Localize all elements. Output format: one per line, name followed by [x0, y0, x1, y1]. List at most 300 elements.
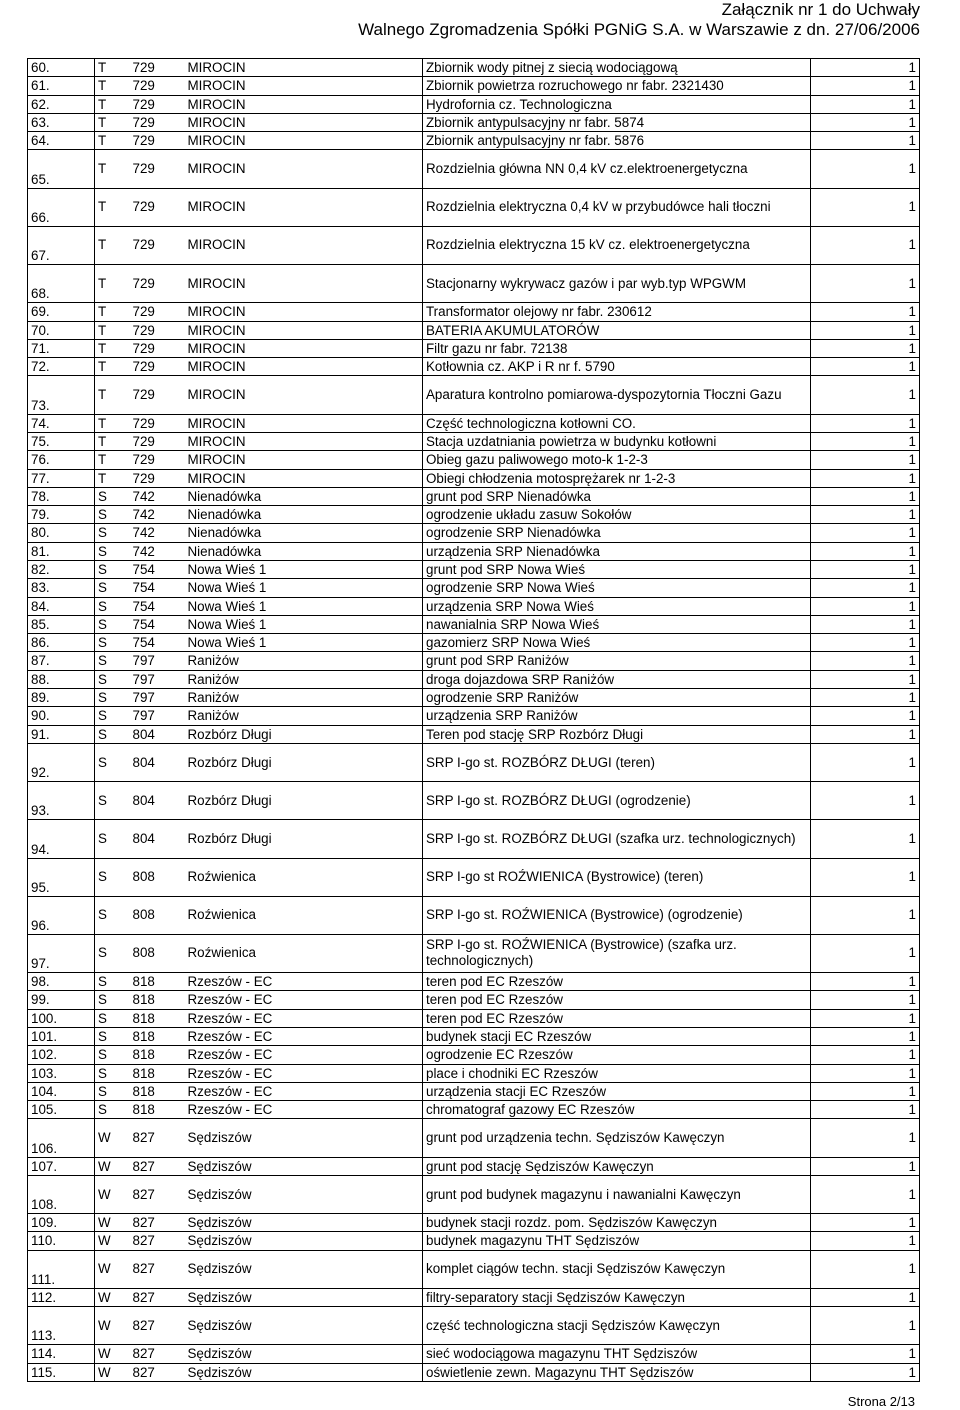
code-cell: T	[95, 303, 130, 321]
quantity-cell: 1	[811, 321, 920, 339]
table-row	[28, 782, 920, 820]
table-row	[28, 934, 920, 972]
quantity-cell: 1	[811, 597, 920, 615]
location-name-cell: MIROCIN	[185, 113, 423, 131]
location-number-cell: 729	[130, 132, 185, 150]
location-name-cell: MIROCIN	[185, 339, 423, 357]
location-number-cell: 729	[130, 226, 185, 264]
description-cell: Transformator olejowy nr fabr. 230612	[423, 303, 811, 321]
location-name-cell: Rozbórz Długi	[185, 820, 423, 858]
quantity-cell: 1	[811, 1175, 920, 1213]
table-row	[28, 896, 920, 934]
row-number-cell: 68.	[28, 265, 95, 303]
row-number-cell: 70.	[28, 321, 95, 339]
row-number-cell: 91.	[28, 725, 95, 743]
row-number-cell: 77.	[28, 469, 95, 487]
location-number-cell: 729	[130, 376, 185, 414]
quantity-cell: 1	[811, 150, 920, 188]
location-number-cell: 742	[130, 524, 185, 542]
quantity-cell: 1	[811, 560, 920, 578]
table-row	[28, 542, 920, 560]
description-cell: SRP I-go st. ROŹWIENICA (Bystrowice) (szafka urz. technologicznych)	[423, 934, 811, 972]
description-cell: Zbiornik antypulsacyjny nr fabr. 5874	[423, 113, 811, 131]
row-number-cell: 62.	[28, 95, 95, 113]
row-number-cell: 65.	[28, 150, 95, 188]
code-cell: W	[95, 1175, 130, 1213]
description-cell: Rozdzielnia główna NN 0,4 kV cz.elektroenergetyczna	[423, 150, 811, 188]
quantity-cell: 1	[811, 1214, 920, 1232]
row-number-cell: 105.	[28, 1101, 95, 1119]
code-cell: S	[95, 782, 130, 820]
table-row	[28, 469, 920, 487]
quantity-cell: 1	[811, 77, 920, 95]
row-number-cell: 115.	[28, 1363, 95, 1381]
code-cell: S	[95, 725, 130, 743]
location-number-cell: 742	[130, 542, 185, 560]
location-name-cell: MIROCIN	[185, 469, 423, 487]
code-cell: S	[95, 652, 130, 670]
table-row	[28, 188, 920, 226]
location-number-cell: 754	[130, 579, 185, 597]
description-cell: Filtr gazu nr fabr. 72138	[423, 339, 811, 357]
quantity-cell: 1	[811, 303, 920, 321]
location-name-cell: Sędziszów	[185, 1214, 423, 1232]
location-number-cell: 729	[130, 469, 185, 487]
table-row	[28, 1064, 920, 1082]
code-cell: T	[95, 95, 130, 113]
code-cell: S	[95, 1064, 130, 1082]
code-cell: W	[95, 1119, 130, 1157]
quantity-cell: 1	[811, 934, 920, 972]
code-cell: W	[95, 1345, 130, 1363]
table-row	[28, 1119, 920, 1157]
quantity-cell: 1	[811, 1250, 920, 1288]
location-name-cell: MIROCIN	[185, 132, 423, 150]
quantity-cell: 1	[811, 579, 920, 597]
code-cell: T	[95, 451, 130, 469]
location-name-cell: Roźwienica	[185, 896, 423, 934]
description-cell: Zbiornik wody pitnej z siecią wodociągową	[423, 59, 811, 77]
location-name-cell: MIROCIN	[185, 414, 423, 432]
row-number-cell: 99.	[28, 991, 95, 1009]
table-row	[28, 634, 920, 652]
description-cell: Część technologiczna kotłowni CO.	[423, 414, 811, 432]
description-cell: place i chodniki EC Rzeszów	[423, 1064, 811, 1082]
row-number-cell: 112.	[28, 1288, 95, 1306]
row-number-cell: 72.	[28, 358, 95, 376]
code-cell: W	[95, 1214, 130, 1232]
quantity-cell: 1	[811, 1363, 920, 1381]
quantity-cell: 1	[811, 1009, 920, 1027]
code-cell: S	[95, 597, 130, 615]
row-number-cell: 75.	[28, 432, 95, 450]
location-name-cell: Raniżów	[185, 670, 423, 688]
location-number-cell: 818	[130, 1082, 185, 1100]
description-cell: teren pod EC Rzeszów	[423, 973, 811, 991]
table-row	[28, 579, 920, 597]
table-row	[28, 560, 920, 578]
row-number-cell: 89.	[28, 689, 95, 707]
description-cell: SRP I-go st ROŹWIENICA (Bystrowice) (teren)	[423, 858, 811, 896]
description-cell: teren pod EC Rzeszów	[423, 991, 811, 1009]
quantity-cell: 1	[811, 59, 920, 77]
location-number-cell: 729	[130, 303, 185, 321]
table-row	[28, 652, 920, 670]
location-name-cell: Nowa Wieś 1	[185, 560, 423, 578]
row-number-cell: 61.	[28, 77, 95, 95]
quantity-cell: 1	[811, 707, 920, 725]
table-row	[28, 77, 920, 95]
location-name-cell: Rzeszów - EC	[185, 973, 423, 991]
location-name-cell: Rzeszów - EC	[185, 1064, 423, 1082]
row-number-cell: 93.	[28, 782, 95, 820]
location-name-cell: MIROCIN	[185, 59, 423, 77]
location-number-cell: 818	[130, 1046, 185, 1064]
location-name-cell: Sędziszów	[185, 1345, 423, 1363]
row-number-cell: 83.	[28, 579, 95, 597]
description-cell: ogrodzenie SRP Raniżów	[423, 689, 811, 707]
row-number-cell: 96.	[28, 896, 95, 934]
table-row	[28, 597, 920, 615]
description-cell: teren pod EC Rzeszów	[423, 1009, 811, 1027]
table-row	[28, 1157, 920, 1175]
quantity-cell: 1	[811, 743, 920, 781]
row-number-cell: 92.	[28, 743, 95, 781]
code-cell: T	[95, 150, 130, 188]
quantity-cell: 1	[811, 265, 920, 303]
location-name-cell: MIROCIN	[185, 376, 423, 414]
location-name-cell: Nowa Wieś 1	[185, 597, 423, 615]
table-row	[28, 1307, 920, 1345]
location-number-cell: 797	[130, 689, 185, 707]
row-number-cell: 84.	[28, 597, 95, 615]
table-row	[28, 265, 920, 303]
quantity-cell: 1	[811, 1101, 920, 1119]
code-cell: S	[95, 896, 130, 934]
location-number-cell: 729	[130, 321, 185, 339]
table-row	[28, 303, 920, 321]
location-name-cell: Rzeszów - EC	[185, 1009, 423, 1027]
location-number-cell: 808	[130, 934, 185, 972]
quantity-cell: 1	[811, 1157, 920, 1175]
description-cell: Zbiornik antypulsacyjny nr fabr. 5876	[423, 132, 811, 150]
location-name-cell: MIROCIN	[185, 188, 423, 226]
quantity-cell: 1	[811, 634, 920, 652]
location-number-cell: 827	[130, 1250, 185, 1288]
code-cell: S	[95, 1101, 130, 1119]
description-cell: grunt pod SRP Nowa Wieś	[423, 560, 811, 578]
table-row	[28, 1232, 920, 1250]
table-row	[28, 113, 920, 131]
row-number-cell: 114.	[28, 1345, 95, 1363]
row-number-cell: 103.	[28, 1064, 95, 1082]
location-number-cell: 754	[130, 560, 185, 578]
table-row	[28, 707, 920, 725]
row-number-cell: 69.	[28, 303, 95, 321]
code-cell: T	[95, 376, 130, 414]
table-row	[28, 414, 920, 432]
code-cell: S	[95, 1027, 130, 1045]
location-number-cell: 729	[130, 432, 185, 450]
quantity-cell: 1	[811, 542, 920, 560]
description-cell: urządzenia stacji EC Rzeszów	[423, 1082, 811, 1100]
location-number-cell: 827	[130, 1157, 185, 1175]
row-number-cell: 98.	[28, 973, 95, 991]
table-row	[28, 1214, 920, 1232]
code-cell: S	[95, 615, 130, 633]
quantity-cell: 1	[811, 487, 920, 505]
row-number-cell: 109.	[28, 1214, 95, 1232]
description-cell: Zbiornik powietrza rozruchowego nr fabr. 2321430	[423, 77, 811, 95]
description-cell: filtry-separatory stacji Sędziszów Kawęczyn	[423, 1288, 811, 1306]
row-number-cell: 86.	[28, 634, 95, 652]
location-name-cell: Sędziszów	[185, 1119, 423, 1157]
code-cell: S	[95, 707, 130, 725]
location-number-cell: 818	[130, 1101, 185, 1119]
location-name-cell: MIROCIN	[185, 77, 423, 95]
location-number-cell: 827	[130, 1232, 185, 1250]
location-name-cell: Rzeszów - EC	[185, 1046, 423, 1064]
row-number-cell: 78.	[28, 487, 95, 505]
header-line-2: Walnego Zgromadzenia Spółki PGNiG S.A. w Warszawie z dn. 27/06/2006	[358, 20, 920, 39]
table-row	[28, 132, 920, 150]
quantity-cell: 1	[811, 339, 920, 357]
location-number-cell: 729	[130, 113, 185, 131]
location-name-cell: MIROCIN	[185, 95, 423, 113]
quantity-cell: 1	[811, 506, 920, 524]
row-number-cell: 74.	[28, 414, 95, 432]
location-name-cell: Nowa Wieś 1	[185, 615, 423, 633]
location-name-cell: MIROCIN	[185, 358, 423, 376]
location-number-cell: 729	[130, 414, 185, 432]
table-row	[28, 1027, 920, 1045]
code-cell: S	[95, 506, 130, 524]
row-number-cell: 60.	[28, 59, 95, 77]
description-cell: Rozdzielnia elektryczna 15 kV cz. elektroenergetyczna	[423, 226, 811, 264]
location-number-cell: 827	[130, 1363, 185, 1381]
location-name-cell: Nienadówka	[185, 542, 423, 560]
code-cell: W	[95, 1250, 130, 1288]
location-number-cell: 797	[130, 707, 185, 725]
table-row	[28, 150, 920, 188]
quantity-cell: 1	[811, 1064, 920, 1082]
description-cell: chromatograf gazowy EC Rzeszów	[423, 1101, 811, 1119]
quantity-cell: 1	[811, 226, 920, 264]
location-number-cell: 742	[130, 506, 185, 524]
code-cell: S	[95, 542, 130, 560]
row-number-cell: 79.	[28, 506, 95, 524]
location-number-cell: 818	[130, 991, 185, 1009]
row-number-cell: 82.	[28, 560, 95, 578]
location-name-cell: Nienadówka	[185, 487, 423, 505]
row-number-cell: 64.	[28, 132, 95, 150]
description-cell: Stacjonarny wykrywacz gazów i par wyb.typ WPGWM	[423, 265, 811, 303]
row-number-cell: 66.	[28, 188, 95, 226]
location-number-cell: 729	[130, 188, 185, 226]
location-name-cell: MIROCIN	[185, 303, 423, 321]
location-number-cell: 827	[130, 1214, 185, 1232]
description-cell: sieć wodociągowa magazynu THT Sędziszów	[423, 1345, 811, 1363]
table-row	[28, 1363, 920, 1381]
quantity-cell: 1	[811, 358, 920, 376]
code-cell: T	[95, 321, 130, 339]
description-cell: BATERIA AKUMULATORÓW	[423, 321, 811, 339]
row-number-cell: 87.	[28, 652, 95, 670]
table-row	[28, 1009, 920, 1027]
row-number-cell: 106.	[28, 1119, 95, 1157]
quantity-cell: 1	[811, 652, 920, 670]
quantity-cell: 1	[811, 1027, 920, 1045]
location-number-cell: 818	[130, 1064, 185, 1082]
code-cell: T	[95, 226, 130, 264]
code-cell: S	[95, 1009, 130, 1027]
code-cell: S	[95, 524, 130, 542]
table-row	[28, 743, 920, 781]
table-row	[28, 376, 920, 414]
location-name-cell: Nienadówka	[185, 506, 423, 524]
location-number-cell: 827	[130, 1119, 185, 1157]
row-number-cell: 67.	[28, 226, 95, 264]
table-row	[28, 432, 920, 450]
description-cell: urządzenia SRP Raniżów	[423, 707, 811, 725]
description-cell: SRP I-go st. ROZBÓRZ DŁUGI (teren)	[423, 743, 811, 781]
quantity-cell: 1	[811, 188, 920, 226]
description-cell: droga dojazdowa SRP Raniżów	[423, 670, 811, 688]
table-row	[28, 524, 920, 542]
location-name-cell: Roźwienica	[185, 858, 423, 896]
row-number-cell: 110.	[28, 1232, 95, 1250]
description-cell: ogrodzenie układu zasuw Sokołów	[423, 506, 811, 524]
quantity-cell: 1	[811, 896, 920, 934]
location-name-cell: MIROCIN	[185, 432, 423, 450]
description-cell: Rozdzielnia elektryczna 0,4 kV w przybudówce hali tłoczni	[423, 188, 811, 226]
page-number: Strona 2/13	[847, 1394, 915, 1409]
location-name-cell: Sędziszów	[185, 1288, 423, 1306]
location-name-cell: Sędziszów	[185, 1307, 423, 1345]
table-row	[28, 339, 920, 357]
description-cell: Obieg gazu paliwowego moto-k 1-2-3	[423, 451, 811, 469]
table-row	[28, 1082, 920, 1100]
location-number-cell: 818	[130, 1027, 185, 1045]
quantity-cell: 1	[811, 1046, 920, 1064]
code-cell: S	[95, 560, 130, 578]
table-row	[28, 506, 920, 524]
header-line-1: Załącznik nr 1 do Uchwały	[721, 0, 920, 19]
quantity-cell: 1	[811, 689, 920, 707]
quantity-cell: 1	[811, 858, 920, 896]
row-number-cell: 95.	[28, 858, 95, 896]
location-name-cell: Sędziszów	[185, 1250, 423, 1288]
code-cell: S	[95, 689, 130, 707]
location-name-cell: Rzeszów - EC	[185, 1101, 423, 1119]
row-number-cell: 71.	[28, 339, 95, 357]
row-number-cell: 63.	[28, 113, 95, 131]
row-number-cell: 90.	[28, 707, 95, 725]
location-name-cell: Sędziszów	[185, 1232, 423, 1250]
description-cell: budynek magazynu THT Sędziszów	[423, 1232, 811, 1250]
description-cell: część technologiczna stacji Sędziszów Kawęczyn	[423, 1307, 811, 1345]
table-row	[28, 1250, 920, 1288]
quantity-cell: 1	[811, 1288, 920, 1306]
description-cell: ogrodzenie EC Rzeszów	[423, 1046, 811, 1064]
location-name-cell: Roźwienica	[185, 934, 423, 972]
description-cell: grunt pod stację Sędziszów Kawęczyn	[423, 1157, 811, 1175]
location-name-cell: Rozbórz Długi	[185, 743, 423, 781]
quantity-cell: 1	[811, 1082, 920, 1100]
quantity-cell: 1	[811, 113, 920, 131]
code-cell: S	[95, 1046, 130, 1064]
quantity-cell: 1	[811, 820, 920, 858]
row-number-cell: 94.	[28, 820, 95, 858]
table-row	[28, 991, 920, 1009]
quantity-cell: 1	[811, 725, 920, 743]
code-cell: T	[95, 469, 130, 487]
code-cell: S	[95, 634, 130, 652]
location-name-cell: Rozbórz Długi	[185, 782, 423, 820]
location-number-cell: 754	[130, 615, 185, 633]
code-cell: S	[95, 934, 130, 972]
row-number-cell: 73.	[28, 376, 95, 414]
code-cell: T	[95, 59, 130, 77]
row-number-cell: 107.	[28, 1157, 95, 1175]
location-number-cell: 818	[130, 973, 185, 991]
table-row	[28, 820, 920, 858]
description-cell: budynek stacji EC Rzeszów	[423, 1027, 811, 1045]
table-row	[28, 615, 920, 633]
location-name-cell: Nowa Wieś 1	[185, 634, 423, 652]
row-number-cell: 101.	[28, 1027, 95, 1045]
code-cell: T	[95, 188, 130, 226]
description-cell: gazomierz SRP Nowa Wieś	[423, 634, 811, 652]
location-number-cell: 818	[130, 1009, 185, 1027]
row-number-cell: 104.	[28, 1082, 95, 1100]
location-number-cell: 797	[130, 652, 185, 670]
code-cell: T	[95, 358, 130, 376]
location-number-cell: 729	[130, 95, 185, 113]
quantity-cell: 1	[811, 991, 920, 1009]
location-name-cell: Raniżów	[185, 707, 423, 725]
quantity-cell: 1	[811, 615, 920, 633]
code-cell: T	[95, 77, 130, 95]
code-cell: T	[95, 414, 130, 432]
table-row	[28, 226, 920, 264]
location-number-cell: 804	[130, 782, 185, 820]
code-cell: S	[95, 991, 130, 1009]
location-number-cell: 804	[130, 820, 185, 858]
code-cell: S	[95, 743, 130, 781]
location-name-cell: Rzeszów - EC	[185, 1027, 423, 1045]
table-row	[28, 1046, 920, 1064]
location-number-cell: 808	[130, 896, 185, 934]
code-cell: W	[95, 1157, 130, 1175]
description-cell: oświetlenie zewn. Magazynu THT Sędziszów	[423, 1363, 811, 1381]
code-cell: T	[95, 113, 130, 131]
quantity-cell: 1	[811, 1119, 920, 1157]
location-name-cell: Raniżów	[185, 652, 423, 670]
row-number-cell: 102.	[28, 1046, 95, 1064]
quantity-cell: 1	[811, 469, 920, 487]
table-row	[28, 725, 920, 743]
location-number-cell: 729	[130, 265, 185, 303]
description-cell: SRP I-go st. ROŹWIENICA (Bystrowice) (ogrodzenie)	[423, 896, 811, 934]
table-row	[28, 1101, 920, 1119]
description-cell: SRP I-go st. ROZBÓRZ DŁUGI (szafka urz. technologicznych)	[423, 820, 811, 858]
quantity-cell: 1	[811, 376, 920, 414]
description-cell: ogrodzenie SRP Nienadówka	[423, 524, 811, 542]
quantity-cell: 1	[811, 1307, 920, 1345]
table-row	[28, 59, 920, 77]
code-cell: W	[95, 1307, 130, 1345]
